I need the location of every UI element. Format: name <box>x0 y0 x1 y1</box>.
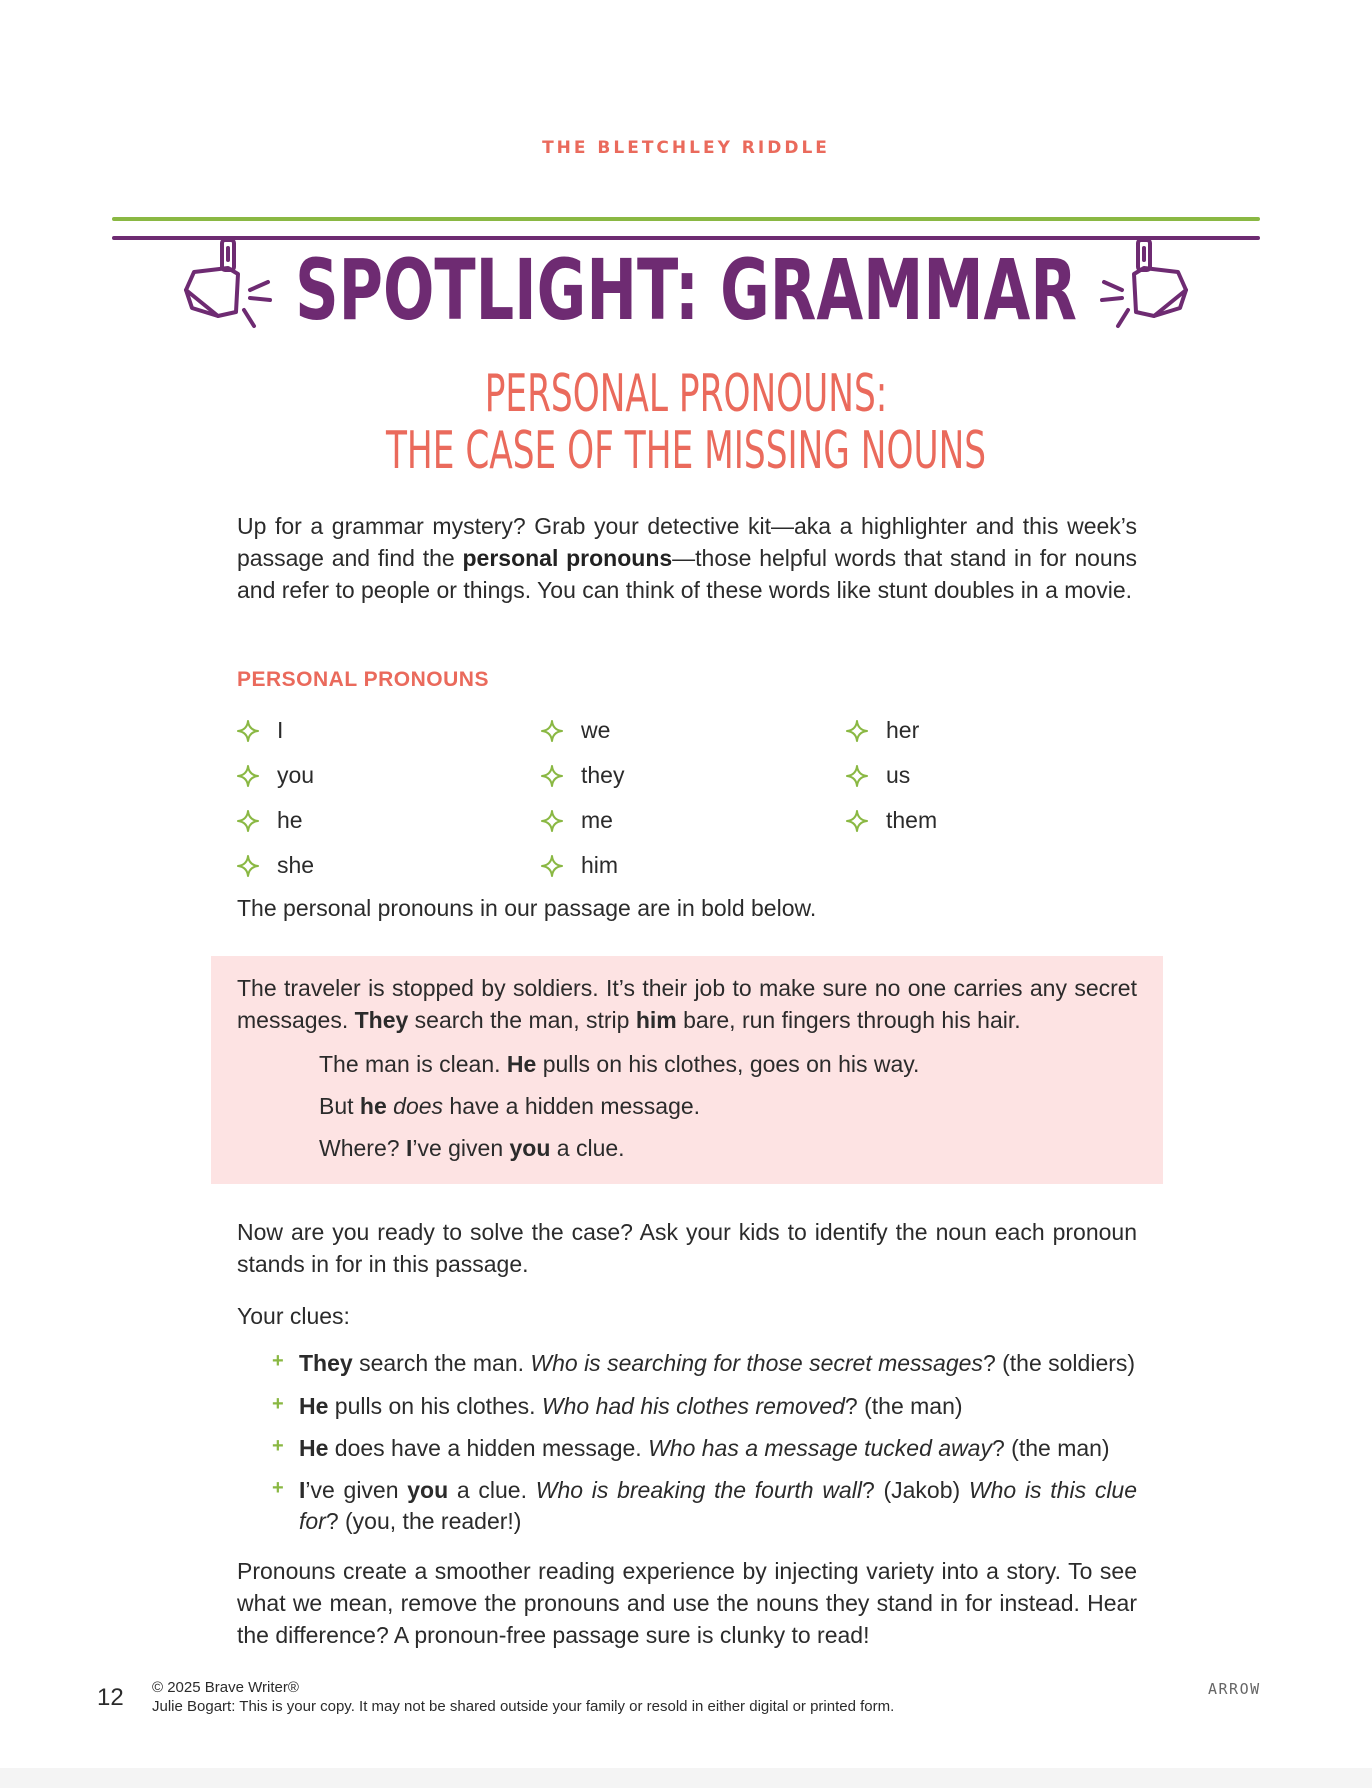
clue-text: search the man. <box>352 1350 531 1376</box>
pronoun-label: she <box>277 852 315 878</box>
intro-text-1: Up for a grammar mystery? Grab your detective kit—aka a highlighter and this week’s passage and find the <box>237 513 1137 571</box>
list-item <box>237 843 314 888</box>
list-item <box>299 1391 1137 1422</box>
pronoun-label: me <box>581 807 613 833</box>
passage-text: But <box>319 1093 360 1119</box>
passage-note: The personal pronouns in our passage are in bold below. <box>237 895 817 921</box>
pronoun-highlight: He <box>299 1393 329 1419</box>
passage-line <box>319 1048 919 1080</box>
clue-text: ’ve given <box>305 1477 408 1503</box>
passage-paragraph <box>237 972 1137 1036</box>
pronoun-label: I <box>277 717 284 743</box>
sparkle-icon <box>541 765 563 787</box>
clue-text: pulls on his clothes. <box>328 1393 542 1419</box>
clue-text: does have a hidden message. <box>328 1435 649 1461</box>
pronoun-highlight: you <box>407 1477 449 1503</box>
passage-line <box>319 1090 700 1122</box>
plus-bullet-icon: + <box>272 1435 284 1457</box>
passage-text: The traveler is stopped by soldiers. It’s their job to make sure no one carries any secret messages. <box>237 975 1137 1033</box>
clue-answer: ? (the soldiers) <box>982 1350 1136 1376</box>
sparkle-icon <box>846 810 868 832</box>
subtitle-line-2: THE CASE OF THE MISSING NOUNS <box>385 421 987 481</box>
clue-question: Who is this clue for <box>299 1477 1138 1534</box>
sparkle-icon <box>237 720 259 742</box>
pronoun-label: we <box>581 717 611 743</box>
list-item <box>299 1433 1137 1464</box>
sparkle-icon <box>237 765 259 787</box>
brand-logo: ARROW <box>1208 1680 1261 1698</box>
list-item <box>237 798 314 843</box>
clue-question: Who is searching for those secret messages <box>530 1350 983 1376</box>
pronoun-highlight: I <box>405 1135 413 1161</box>
pronoun-column-2 <box>541 708 624 888</box>
pronoun-label: us <box>886 762 911 788</box>
sparkle-icon <box>541 810 563 832</box>
passage-text: a clue. <box>550 1135 625 1161</box>
intro-text-2: —those helpful words that stand in for nouns and refer to people or things. You can think of these words like stunt doubles in a movie. <box>237 545 1138 603</box>
copyright-line-1: © 2025 Brave Writer® <box>152 1679 299 1696</box>
sparkle-icon <box>541 855 563 877</box>
passage-text: The man is clean. <box>319 1051 507 1077</box>
list-item <box>541 843 624 888</box>
green-divider <box>112 217 1260 221</box>
sparkle-icon <box>237 810 259 832</box>
clue-question: Who had his clothes removed <box>541 1393 845 1419</box>
subtitle-line-1: PERSONAL PRONOUNS: <box>484 364 888 424</box>
intro-paragraph <box>237 510 1137 606</box>
list-item <box>541 753 624 798</box>
list-item <box>846 798 937 843</box>
clue-question: Who has a message tucked away <box>648 1435 992 1461</box>
pronoun-highlight: I <box>299 1477 306 1503</box>
sparkle-icon <box>237 855 259 877</box>
pronoun-highlight: They <box>299 1350 353 1376</box>
passage-text: have a hidden message. <box>443 1093 701 1119</box>
pronoun-highlight: He <box>506 1051 537 1077</box>
clue-answer: ? (the man) <box>844 1393 963 1419</box>
clues-label: Your clues: <box>237 1303 350 1329</box>
pronoun-label: him <box>581 852 619 878</box>
sparkle-icon <box>846 765 868 787</box>
list-item <box>541 708 624 753</box>
pronoun-label: you <box>277 762 315 788</box>
pronoun-highlight: you <box>509 1135 551 1161</box>
clue-answer: ? (Jakob) <box>861 1477 969 1503</box>
clue-answer: ? (you, the reader!) <box>325 1508 522 1534</box>
plus-bullet-icon: + <box>272 1477 284 1499</box>
list-item <box>541 798 624 843</box>
plus-bullet-icon: + <box>272 1350 284 1372</box>
page-title: SPOTLIGHT: GRAMMAR <box>295 241 1077 339</box>
pronoun-label: they <box>581 762 625 788</box>
copyright-notice <box>152 1678 894 1716</box>
clue-question: Who is breaking the fourth wall <box>535 1477 862 1503</box>
list-item <box>846 708 937 753</box>
page-bottom-band <box>0 1768 1372 1788</box>
passage-text: ’ve given <box>412 1135 510 1161</box>
list-item <box>237 708 314 753</box>
plus-bullet-icon: + <box>272 1393 284 1415</box>
pronoun-label: he <box>277 807 303 833</box>
passage-line <box>319 1132 625 1164</box>
page-number: 12 <box>97 1684 124 1711</box>
list-item <box>846 753 937 798</box>
passage-text: bare, run fingers through his hair. <box>676 1007 1021 1033</box>
sparkle-icon <box>846 720 868 742</box>
list-item <box>299 1348 1137 1379</box>
pronoun-highlight: They <box>354 1007 409 1033</box>
passage-text: pulls on his clothes, goes on his way. <box>536 1051 920 1077</box>
closing-paragraph: Pronouns create a smoother reading experience by injecting variety into a story. To see what we mean, remove the pronouns and use the nouns they stand in for instead. Hear the difference? A pronoun-free passage sure is clunky to read! <box>237 1558 1137 1648</box>
pronoun-label: them <box>886 807 938 833</box>
pronoun-highlight: he <box>359 1093 387 1119</box>
pronoun-label: her <box>886 717 920 743</box>
pronoun-highlight: him <box>635 1007 677 1033</box>
passage-text: search the man, strip <box>408 1007 636 1033</box>
copyright-line-2: Julie Bogart: This is your copy. It may not be shared outside your family or resold in either digital or printed form. <box>152 1698 895 1715</box>
sparkle-icon <box>541 720 563 742</box>
pronoun-column-3 <box>846 708 937 843</box>
clue-answer: ? (the man) <box>991 1435 1110 1461</box>
list-item <box>299 1475 1137 1537</box>
list-item <box>237 753 314 798</box>
pronouns-heading: PERSONAL PRONOUNS <box>237 668 489 691</box>
intro-bold-term: personal pronouns <box>462 545 673 571</box>
running-title: THE BLETCHLEY RIDDLE <box>542 138 830 158</box>
clue-line <box>299 1475 1137 1537</box>
emphasis-text: does <box>393 1093 444 1119</box>
pronoun-column-1 <box>237 708 314 888</box>
clue-text: a clue. <box>448 1477 536 1503</box>
passage-text: Where? <box>319 1135 406 1161</box>
pronoun-highlight: He <box>299 1435 329 1461</box>
passage-box <box>211 956 1163 1184</box>
prompt-paragraph: Now are you ready to solve the case? Ask your kids to identify the noun each pronoun stands in for in this passage. <box>237 1219 1137 1277</box>
